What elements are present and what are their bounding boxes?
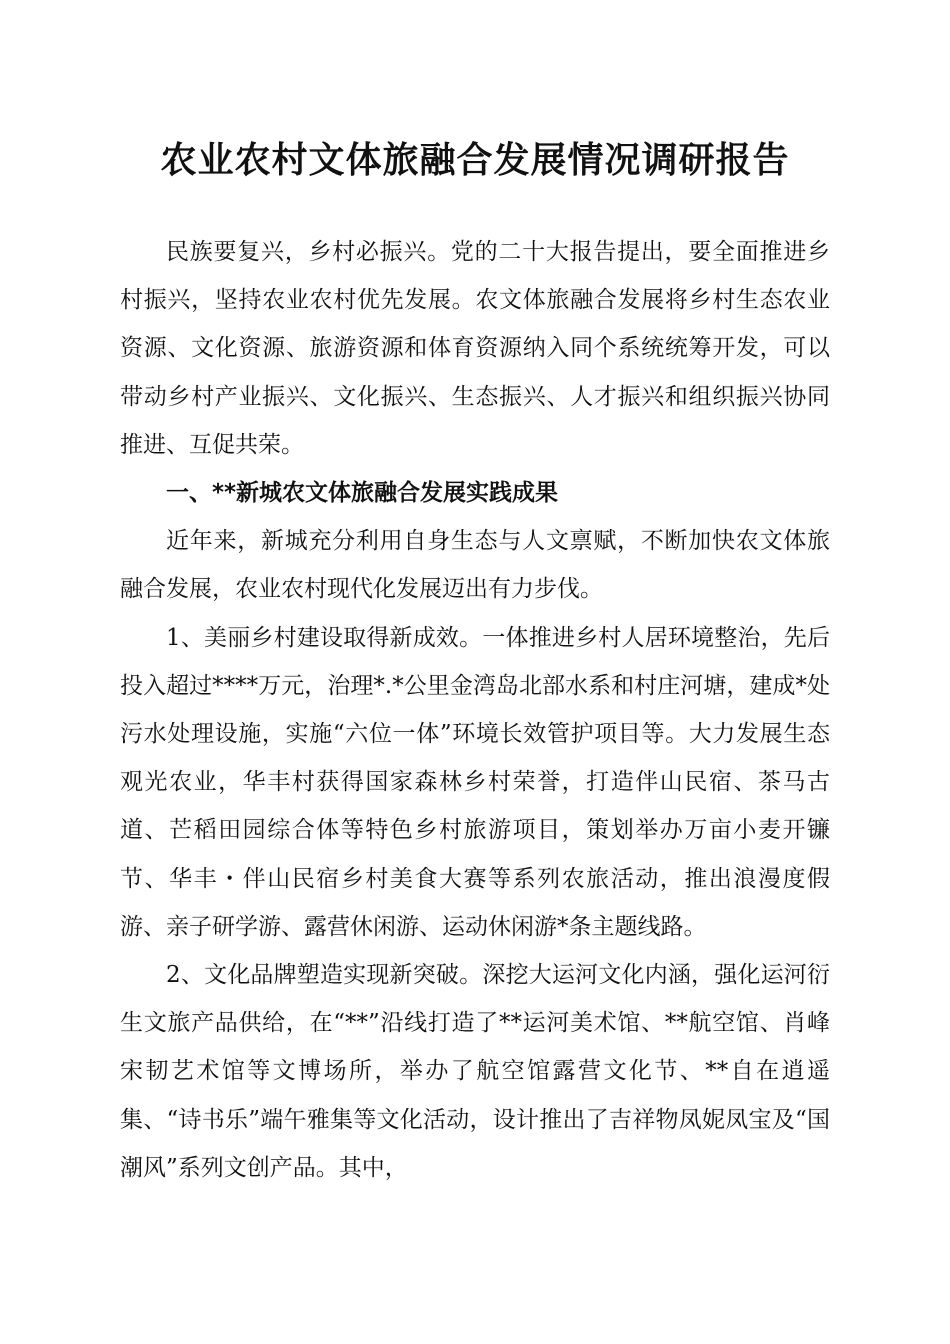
section-heading-1: 一、**新城农文体旅融合发展实践成果 [166,480,559,507]
point-2-paragraph: 2、文化品牌塑造实现新突破。深挖大运河文化内涵，强化运河衍生文旅产品供给，在“**”沿线打造了**运河美术馆、**航空馆、肖峰宋韧艺术馆等文博场所，举办了航空馆露营文化节、**自在逍遥集、“诗书乐”端午雅集等文化活动，设计推出了吉祥物凤妮凤宝及“国潮风”系列文创产品。其中， [120,962,830,1181]
intro-paragraph: 民族要复兴，乡村必振兴。党的二十大报告提出，要全面推进乡村振兴，坚持农业农村优先发展。农文体旅融合发展将乡村生态农业资源、文化资源、旅游资源和体育资源纳入同个系统统筹开发，可以带动乡村产业振兴、文化振兴、生态振兴、人才振兴和组织振兴协同推进、互促共荣。 [120,239,830,458]
section-1-intro-paragraph: 近年来，新城充分利用自身生态与人文禀赋，不断加快农文体旅融合发展，农业农村现代化发展迈出有力步伐。 [120,528,830,603]
document-title: 农业农村文体旅融合发展情况调研报告 [160,139,790,181]
point-1-paragraph: 1、美丽乡村建设取得新成效。一体推进乡村人居环境整治，先后投入超过****万元，治理*.*公里金湾岛北部水系和村庄河塘，建成*处污水处理设施，实施“六位一体”环境长效管护项目等。大力发展生态观光农业，华丰村获得国家森林乡村荣誉，打造伴山民宿、茶马古道、芒稻田园综合体等特色乡村旅游项目，策划举办万亩小麦开镰节、华丰・伴山民宿乡村美食大赛等系列农旅活动，推出浪漫度假游、亲子研学游、露营休闲游、运动休闲游*条主题线路。 [120,624,830,940]
document-body [120,228,830,1192]
